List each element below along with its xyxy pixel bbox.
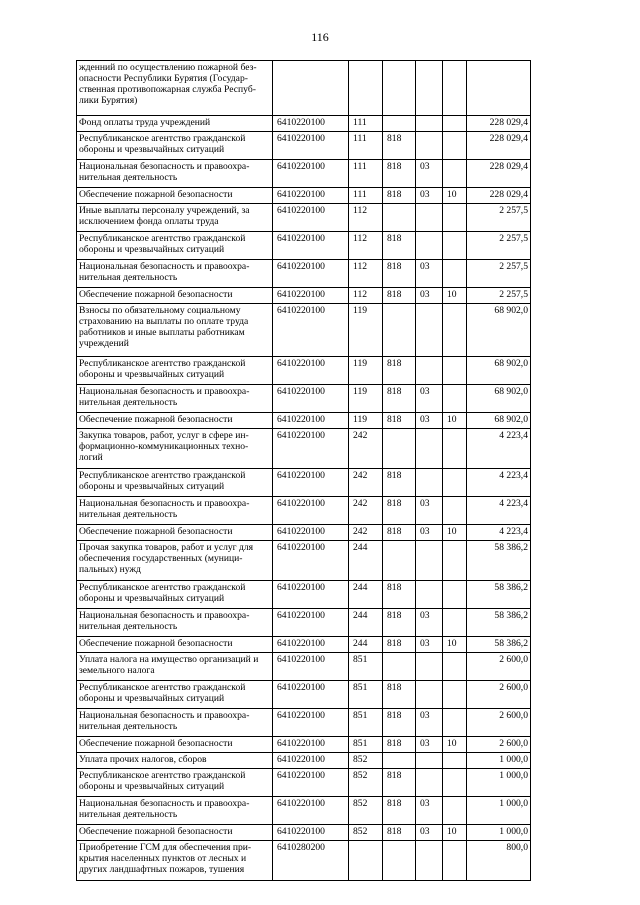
cell-name: Республиканское агентство гражданской обороны и чрезвычайных ситуаций [77, 769, 273, 797]
cell-name: Национальная безопасность и правоохра-нительная деятельность [77, 260, 273, 288]
cell-subsection [443, 609, 467, 637]
cell-section: 03 [416, 525, 443, 541]
table-row [77, 825, 531, 841]
cell-amount: 2 600,0 [467, 653, 531, 681]
cell-section [416, 232, 443, 260]
cell-subsection [443, 469, 467, 497]
cell-section: 03 [416, 385, 443, 413]
cell-ministry-code: 818 [383, 413, 416, 429]
cell-target-article: 6410220100 [273, 709, 349, 737]
cell-section [416, 204, 443, 232]
cell-subsection: 10 [443, 737, 467, 753]
cell-section [416, 681, 443, 709]
table-row [77, 304, 531, 357]
cell-expense-type: 119 [349, 304, 383, 357]
cell-name: Республиканское агентство гражданской обороны и чрезвычайных ситуаций [77, 469, 273, 497]
cell-section [416, 769, 443, 797]
cell-expense-type [349, 61, 383, 116]
cell-amount: 4 223,4 [467, 497, 531, 525]
cell-name: Республиканское агентство гражданской обороны и чрезвычайных ситуаций [77, 681, 273, 709]
cell-expense-type: 852 [349, 797, 383, 825]
table-row [77, 132, 531, 160]
table-row [77, 429, 531, 469]
cell-subsection [443, 160, 467, 188]
cell-expense-type: 242 [349, 497, 383, 525]
cell-ministry-code: 818 [383, 797, 416, 825]
cell-expense-type [349, 841, 383, 881]
cell-target-article: 6410280200 [273, 841, 349, 881]
cell-ministry-code: 818 [383, 260, 416, 288]
cell-ministry-code: 818 [383, 232, 416, 260]
cell-ministry-code: 818 [383, 681, 416, 709]
cell-ministry-code [383, 204, 416, 232]
table-row [77, 525, 531, 541]
cell-amount: 2 257,5 [467, 260, 531, 288]
cell-section [416, 541, 443, 581]
cell-ministry-code: 818 [383, 188, 416, 204]
cell-target-article: 6410220100 [273, 385, 349, 413]
cell-ministry-code: 818 [383, 737, 416, 753]
table-row [77, 497, 531, 525]
cell-target-article: 6410220100 [273, 737, 349, 753]
cell-expense-type: 851 [349, 681, 383, 709]
cell-amount: 68 902,0 [467, 304, 531, 357]
budget-table [76, 60, 531, 881]
cell-section: 03 [416, 797, 443, 825]
cell-ministry-code: 818 [383, 769, 416, 797]
cell-amount: 58 386,2 [467, 637, 531, 653]
cell-subsection [443, 429, 467, 469]
cell-expense-type: 244 [349, 541, 383, 581]
cell-subsection: 10 [443, 525, 467, 541]
cell-subsection [443, 653, 467, 681]
cell-expense-type: 242 [349, 525, 383, 541]
table-row [77, 681, 531, 709]
cell-amount: 2 257,5 [467, 204, 531, 232]
cell-ministry-code: 818 [383, 469, 416, 497]
cell-target-article: 6410220100 [273, 609, 349, 637]
cell-section [416, 469, 443, 497]
cell-subsection [443, 232, 467, 260]
table-row [77, 541, 531, 581]
cell-expense-type: 112 [349, 232, 383, 260]
cell-subsection [443, 357, 467, 385]
cell-name: Национальная безопасность и правоохра-нительная деятельность [77, 160, 273, 188]
cell-section: 03 [416, 737, 443, 753]
cell-target-article: 6410220100 [273, 497, 349, 525]
cell-expense-type: 112 [349, 288, 383, 304]
cell-ministry-code: 818 [383, 581, 416, 609]
table-row [77, 753, 531, 769]
cell-target-article: 6410220100 [273, 304, 349, 357]
cell-section: 03 [416, 288, 443, 304]
cell-section [416, 653, 443, 681]
cell-amount: 4 223,4 [467, 429, 531, 469]
table-row [77, 637, 531, 653]
table-row [77, 188, 531, 204]
cell-name: Приобретение ГСМ для обеспечения при-крытия населенных пунктов от лесных и других ландшафтных пожаров, тушения [77, 841, 273, 881]
cell-section [416, 61, 443, 116]
cell-name: Национальная безопасность и правоохра-нительная деятельность [77, 797, 273, 825]
table-row [77, 581, 531, 609]
cell-ministry-code: 818 [383, 709, 416, 737]
cell-target-article: 6410220100 [273, 525, 349, 541]
table-row [77, 160, 531, 188]
table-row [77, 653, 531, 681]
cell-section [416, 357, 443, 385]
table-row [77, 204, 531, 232]
cell-subsection [443, 797, 467, 825]
cell-name: Обеспечение пожарной безопасности [77, 188, 273, 204]
cell-expense-type: 851 [349, 653, 383, 681]
cell-expense-type: 242 [349, 469, 383, 497]
table-row [77, 709, 531, 737]
table-row [77, 385, 531, 413]
cell-subsection [443, 769, 467, 797]
cell-expense-type: 244 [349, 609, 383, 637]
cell-ministry-code: 818 [383, 825, 416, 841]
table-row [77, 469, 531, 497]
cell-amount: 68 902,0 [467, 413, 531, 429]
cell-ministry-code: 818 [383, 132, 416, 160]
cell-target-article: 6410220100 [273, 653, 349, 681]
cell-subsection [443, 497, 467, 525]
cell-amount: 2 257,5 [467, 288, 531, 304]
cell-target-article: 6410220100 [273, 288, 349, 304]
cell-ministry-code [383, 429, 416, 469]
cell-ministry-code [383, 841, 416, 881]
cell-amount: 58 386,2 [467, 609, 531, 637]
table-body [77, 61, 531, 881]
table-row [77, 413, 531, 429]
cell-name: Взносы по обязательному социальному страхованию на выплаты по оплате труда работников и иные выплаты работникам учреждений [77, 304, 273, 357]
cell-expense-type: 851 [349, 709, 383, 737]
cell-expense-type: 852 [349, 769, 383, 797]
cell-subsection [443, 304, 467, 357]
cell-target-article: 6410220100 [273, 581, 349, 609]
cell-expense-type: 852 [349, 825, 383, 841]
cell-amount: 2 600,0 [467, 737, 531, 753]
cell-target-article: 6410220100 [273, 637, 349, 653]
cell-name: Национальная безопасность и правоохра-нительная деятельность [77, 609, 273, 637]
cell-name: Обеспечение пожарной безопасности [77, 413, 273, 429]
cell-ministry-code [383, 541, 416, 581]
cell-subsection [443, 385, 467, 413]
cell-expense-type: 111 [349, 160, 383, 188]
cell-name: Обеспечение пожарной безопасности [77, 288, 273, 304]
cell-amount: 58 386,2 [467, 581, 531, 609]
cell-ministry-code [383, 653, 416, 681]
cell-section: 03 [416, 637, 443, 653]
table-row [77, 737, 531, 753]
cell-target-article: 6410220100 [273, 541, 349, 581]
cell-subsection [443, 116, 467, 132]
cell-section: 03 [416, 609, 443, 637]
cell-amount: 800,0 [467, 841, 531, 881]
cell-ministry-code [383, 753, 416, 769]
cell-target-article: 6410220100 [273, 116, 349, 132]
cell-name: Уплата налога на имущество организаций и земельного налога [77, 653, 273, 681]
cell-name: жденний по осуществлению пожарной без-опасности Республики Бурятия (Государ-ственная противопожарная служба Респуб-лики Бурятия) [77, 61, 273, 116]
cell-amount: 2 257,5 [467, 232, 531, 260]
cell-target-article: 6410220100 [273, 797, 349, 825]
cell-expense-type: 111 [349, 132, 383, 160]
cell-target-article [273, 61, 349, 116]
cell-subsection [443, 681, 467, 709]
cell-name: Национальная безопасность и правоохра-нительная деятельность [77, 709, 273, 737]
cell-target-article: 6410220100 [273, 357, 349, 385]
cell-name: Фонд оплаты труда учреждений [77, 116, 273, 132]
cell-expense-type: 244 [349, 637, 383, 653]
cell-ministry-code: 818 [383, 288, 416, 304]
cell-subsection [443, 581, 467, 609]
cell-section: 03 [416, 497, 443, 525]
cell-ministry-code [383, 304, 416, 357]
cell-name: Прочая закупка товаров, работ и услуг для обеспечения государственных (муници-пальных) нужд [77, 541, 273, 581]
cell-target-article: 6410220100 [273, 825, 349, 841]
cell-name: Республиканское агентство гражданской обороны и чрезвычайных ситуаций [77, 132, 273, 160]
cell-amount: 2 600,0 [467, 709, 531, 737]
cell-subsection: 10 [443, 188, 467, 204]
cell-target-article: 6410220100 [273, 204, 349, 232]
cell-section [416, 116, 443, 132]
cell-subsection [443, 753, 467, 769]
table-row [77, 232, 531, 260]
cell-section: 03 [416, 413, 443, 429]
cell-expense-type: 119 [349, 413, 383, 429]
cell-section [416, 581, 443, 609]
cell-target-article: 6410220100 [273, 753, 349, 769]
cell-ministry-code: 818 [383, 609, 416, 637]
cell-target-article: 6410220100 [273, 413, 349, 429]
cell-expense-type: 111 [349, 116, 383, 132]
cell-amount: 228 029,4 [467, 188, 531, 204]
cell-section [416, 132, 443, 160]
cell-expense-type: 851 [349, 737, 383, 753]
cell-subsection [443, 841, 467, 881]
cell-name: Иные выплаты персоналу учреждений, за исключением фонда оплаты труда [77, 204, 273, 232]
cell-section [416, 304, 443, 357]
page-number: 116 [311, 30, 329, 44]
cell-target-article: 6410220100 [273, 160, 349, 188]
cell-ministry-code: 818 [383, 160, 416, 188]
cell-subsection: 10 [443, 413, 467, 429]
cell-amount: 228 029,4 [467, 116, 531, 132]
cell-ministry-code: 818 [383, 385, 416, 413]
cell-target-article: 6410220100 [273, 469, 349, 497]
cell-name: Уплата прочих налогов, сборов [77, 753, 273, 769]
cell-section: 03 [416, 188, 443, 204]
cell-expense-type: 112 [349, 260, 383, 288]
table-row [77, 61, 531, 116]
cell-name: Обеспечение пожарной безопасности [77, 637, 273, 653]
cell-target-article: 6410220100 [273, 681, 349, 709]
cell-subsection [443, 260, 467, 288]
cell-subsection [443, 204, 467, 232]
cell-target-article: 6410220100 [273, 429, 349, 469]
cell-expense-type: 244 [349, 581, 383, 609]
cell-name: Закупка товаров, работ, услуг в сфере ин-формационно-коммуникационных техно-логий [77, 429, 273, 469]
cell-subsection [443, 709, 467, 737]
cell-amount: 68 902,0 [467, 385, 531, 413]
cell-section [416, 753, 443, 769]
table-row [77, 609, 531, 637]
cell-amount: 228 029,4 [467, 132, 531, 160]
cell-expense-type: 119 [349, 385, 383, 413]
cell-amount: 68 902,0 [467, 357, 531, 385]
cell-expense-type: 852 [349, 753, 383, 769]
cell-ministry-code: 818 [383, 357, 416, 385]
table-row [77, 260, 531, 288]
cell-subsection [443, 132, 467, 160]
cell-ministry-code: 818 [383, 525, 416, 541]
cell-expense-type: 111 [349, 188, 383, 204]
cell-subsection [443, 61, 467, 116]
cell-section: 03 [416, 709, 443, 737]
cell-section [416, 429, 443, 469]
table-row [77, 116, 531, 132]
table-row [77, 841, 531, 881]
cell-amount: 4 223,4 [467, 469, 531, 497]
cell-target-article: 6410220100 [273, 769, 349, 797]
table-row [77, 797, 531, 825]
cell-name: Республиканское агентство гражданской обороны и чрезвычайных ситуаций [77, 357, 273, 385]
cell-name: Обеспечение пожарной безопасности [77, 525, 273, 541]
cell-amount: 58 386,2 [467, 541, 531, 581]
cell-ministry-code [383, 116, 416, 132]
cell-ministry-code: 818 [383, 637, 416, 653]
cell-target-article: 6410220100 [273, 188, 349, 204]
cell-amount [467, 61, 531, 116]
cell-subsection [443, 541, 467, 581]
table-row [77, 769, 531, 797]
cell-target-article: 6410220100 [273, 132, 349, 160]
cell-subsection: 10 [443, 637, 467, 653]
table-row [77, 288, 531, 304]
cell-amount: 1 000,0 [467, 753, 531, 769]
cell-name: Национальная безопасность и правоохра-нительная деятельность [77, 385, 273, 413]
cell-name: Национальная безопасность и правоохра-нительная деятельность [77, 497, 273, 525]
cell-section: 03 [416, 825, 443, 841]
cell-amount: 4 223,4 [467, 525, 531, 541]
cell-target-article: 6410220100 [273, 232, 349, 260]
cell-subsection: 10 [443, 825, 467, 841]
cell-section: 03 [416, 260, 443, 288]
cell-name: Республиканское агентство гражданской обороны и чрезвычайных ситуаций [77, 232, 273, 260]
cell-amount: 1 000,0 [467, 769, 531, 797]
cell-amount: 1 000,0 [467, 797, 531, 825]
cell-name: Республиканское агентство гражданской обороны и чрезвычайных ситуаций [77, 581, 273, 609]
cell-expense-type: 242 [349, 429, 383, 469]
cell-section [416, 841, 443, 881]
cell-ministry-code: 818 [383, 497, 416, 525]
cell-target-article: 6410220100 [273, 260, 349, 288]
cell-ministry-code [383, 61, 416, 116]
cell-amount: 228 029,4 [467, 160, 531, 188]
table-row [77, 357, 531, 385]
cell-name: Обеспечение пожарной безопасности [77, 825, 273, 841]
cell-expense-type: 119 [349, 357, 383, 385]
cell-amount: 1 000,0 [467, 825, 531, 841]
cell-name: Обеспечение пожарной безопасности [77, 737, 273, 753]
cell-section: 03 [416, 160, 443, 188]
cell-amount: 2 600,0 [467, 681, 531, 709]
cell-subsection: 10 [443, 288, 467, 304]
cell-expense-type: 112 [349, 204, 383, 232]
